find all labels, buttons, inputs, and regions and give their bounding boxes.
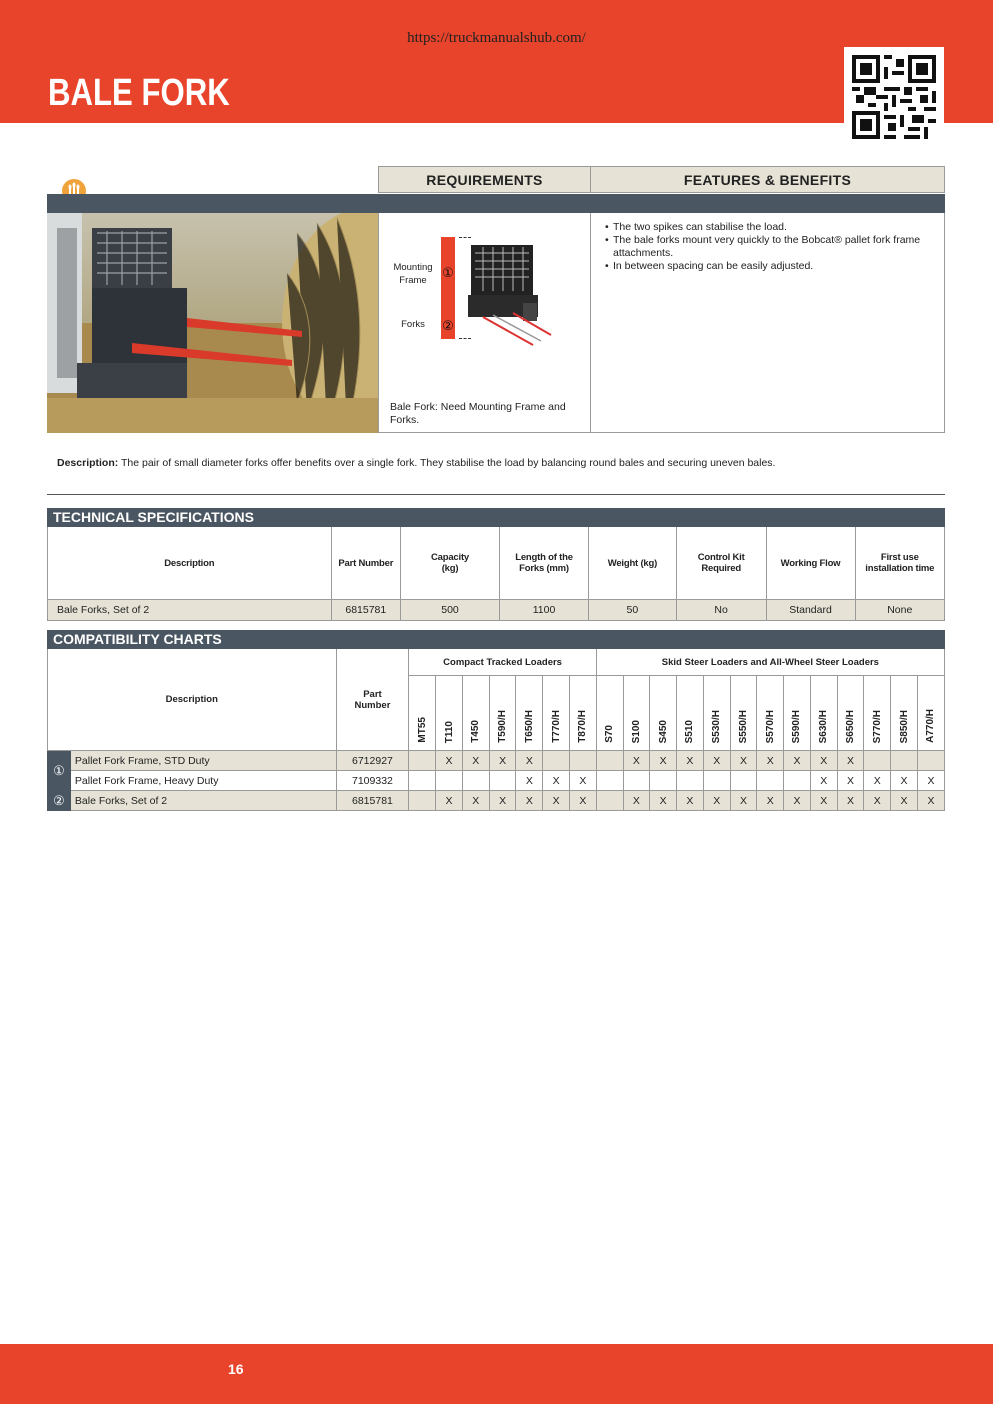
tech-specs-header-row — [48, 527, 945, 600]
compat-cell: X — [837, 791, 864, 811]
compat-cell: X — [462, 751, 489, 771]
model-label: S630/H — [818, 709, 830, 743]
model-label: S550/H — [737, 709, 749, 743]
compat-cell: X — [623, 791, 650, 811]
features-list — [591, 213, 944, 273]
description-label: Description: — [57, 457, 119, 469]
compat-cell — [917, 751, 944, 771]
compat-cell — [757, 771, 784, 791]
compat-cell: X — [543, 771, 570, 791]
compat-cell: X — [516, 751, 543, 771]
compat-cell — [409, 791, 436, 811]
table-row — [48, 791, 945, 811]
compat-cell: X — [436, 751, 463, 771]
model-label: S770/H — [871, 709, 883, 743]
compat-cell: X — [891, 791, 918, 811]
model-label: S570/H — [764, 709, 776, 743]
feature-item: • The two spikes can stabilise the load. — [605, 221, 936, 234]
compat-cell — [784, 771, 811, 791]
model-label: T770/H — [550, 710, 562, 743]
row-description: Pallet Fork Frame, Heavy Duty — [70, 771, 336, 791]
tech-specs-table — [47, 527, 945, 621]
compat-cell: X — [650, 751, 677, 771]
row-part-number: 6712927 — [336, 751, 409, 771]
model-label: T590/H — [497, 710, 509, 743]
table-cell: No — [676, 600, 766, 621]
column-header: Control Kit Required — [676, 527, 766, 600]
table-cell: 6815781 — [331, 600, 400, 621]
section-divider-bar — [47, 194, 945, 213]
compat-cell: X — [569, 771, 596, 791]
group-header: Compact Tracked Loaders — [409, 649, 596, 676]
group-header: Skid Steer Loaders and All-Wheel Steer Loaders — [596, 649, 944, 676]
description-body: The pair of small diameter forks offer benefits over a single fork. They stabilise the load by balancing round bales and securing uneven bales. — [118, 457, 776, 469]
compat-cell: X — [810, 771, 837, 791]
model-label: S450 — [657, 719, 669, 743]
compat-cell — [864, 751, 891, 771]
column-header: Description — [48, 649, 337, 751]
table-cell: 50 — [589, 600, 677, 621]
compat-cell: X — [650, 791, 677, 811]
column-header: Length of the Forks (mm) — [500, 527, 589, 600]
compat-cell: X — [784, 751, 811, 771]
compat-cell — [409, 751, 436, 771]
table-row — [48, 600, 945, 621]
model-header — [516, 676, 543, 751]
model-header — [703, 676, 730, 751]
compat-cell — [409, 771, 436, 791]
compat-cell — [703, 771, 730, 791]
feature-item: • In between spacing can be easily adjusted. — [605, 260, 936, 273]
compat-cell: X — [810, 791, 837, 811]
compat-cell: X — [810, 751, 837, 771]
compat-cell: X — [917, 771, 944, 791]
pallet-fork-diagram — [463, 243, 553, 358]
compat-cell: X — [623, 751, 650, 771]
compat-cell — [891, 751, 918, 771]
column-header: Part Number — [331, 527, 400, 600]
compat-cell — [489, 771, 516, 791]
model-header — [784, 676, 811, 751]
feature-item: • The bale forks mount very quickly to the Bobcat® pallet fork frame attachments. — [605, 234, 936, 260]
table-cell: Bale Forks, Set of 2 — [48, 600, 332, 621]
model-header — [409, 676, 436, 751]
compat-cell: X — [864, 771, 891, 791]
requirements-cell — [378, 213, 591, 433]
model-header — [810, 676, 837, 751]
row-part-number: 6815781 — [336, 791, 409, 811]
compat-cell: X — [917, 791, 944, 811]
model-header — [569, 676, 596, 751]
model-label: T110 — [443, 720, 455, 743]
compat-cell: X — [462, 791, 489, 811]
table-cell: None — [855, 600, 944, 621]
description-text — [57, 457, 775, 469]
column-header: Capacity (kg) — [401, 527, 500, 600]
column-header: Part Number — [336, 649, 409, 751]
compat-cell: X — [730, 791, 757, 811]
compatibility-table — [47, 649, 945, 811]
row-description: Bale Forks, Set of 2 — [70, 791, 336, 811]
model-label: S650/H — [845, 709, 857, 743]
compat-cell: X — [677, 751, 704, 771]
model-header — [596, 676, 623, 751]
model-label: S100 — [630, 719, 642, 743]
model-label: MT55 — [416, 717, 428, 743]
compat-cell: X — [891, 771, 918, 791]
compat-cell: X — [516, 771, 543, 791]
model-label: T870/H — [577, 710, 589, 743]
requirements-heading: REQUIREMENTS — [378, 166, 591, 193]
compat-cell — [596, 751, 623, 771]
model-header — [757, 676, 784, 751]
compat-cell — [650, 771, 677, 791]
model-header — [864, 676, 891, 751]
model-label: S510 — [684, 719, 696, 743]
model-header — [543, 676, 570, 751]
column-header: Working Flow — [766, 527, 855, 600]
forks-label: Forks — [401, 319, 425, 330]
compat-cell: X — [569, 791, 596, 811]
features-cell — [591, 213, 945, 433]
column-header: Description — [48, 527, 332, 600]
compat-cell — [569, 751, 596, 771]
column-header: Weight (kg) — [589, 527, 677, 600]
table-cell: 500 — [401, 600, 500, 621]
table-cell: 1100 — [500, 600, 589, 621]
row-description: Pallet Fork Frame, STD Duty — [70, 751, 336, 771]
compat-cell: X — [436, 791, 463, 811]
model-header — [730, 676, 757, 751]
model-header — [462, 676, 489, 751]
compat-cell: X — [757, 791, 784, 811]
compat-cell: X — [677, 791, 704, 811]
compat-cell — [543, 751, 570, 771]
model-header — [650, 676, 677, 751]
compat-cell: X — [757, 751, 784, 771]
compat-cell: X — [864, 791, 891, 811]
compat-cell: X — [489, 791, 516, 811]
divider-line — [47, 494, 945, 495]
compat-cell: X — [516, 791, 543, 811]
features-heading: FEATURES & BENEFITS — [590, 166, 945, 193]
model-header — [837, 676, 864, 751]
model-label: S850/H — [898, 709, 910, 743]
model-header — [677, 676, 704, 751]
compat-cell: X — [703, 751, 730, 771]
table-row — [48, 751, 945, 771]
row-marker: ① — [48, 751, 71, 791]
source-url[interactable]: https://truckmanualshub.com/ — [407, 30, 586, 46]
row-marker: ② — [48, 791, 71, 811]
model-header — [623, 676, 650, 751]
model-header — [436, 676, 463, 751]
compat-cell: X — [489, 751, 516, 771]
page-number: 16 — [228, 1361, 244, 1377]
mounting-frame-label: Mounting Frame — [393, 262, 433, 286]
qr-code-icon — [844, 47, 944, 147]
model-label: T650/H — [523, 710, 535, 743]
compat-cell: X — [784, 791, 811, 811]
compat-cell — [436, 771, 463, 791]
requirement-note: Bale Fork: Need Mounting Frame and Forks. — [390, 401, 566, 426]
model-label: A770/H — [925, 709, 937, 743]
dash-top — [459, 237, 471, 239]
table-row — [48, 771, 945, 791]
model-label: T450 — [470, 720, 482, 743]
row-part-number: 7109332 — [336, 771, 409, 791]
compat-cell — [677, 771, 704, 791]
model-header — [891, 676, 918, 751]
compat-cell: X — [730, 751, 757, 771]
compat-cell — [596, 791, 623, 811]
compat-cell — [462, 771, 489, 791]
model-header — [489, 676, 516, 751]
compat-cell: X — [703, 791, 730, 811]
model-header — [917, 676, 944, 751]
compat-cell: X — [837, 751, 864, 771]
model-label: S530/H — [711, 709, 723, 743]
marker-1: ① — [442, 265, 454, 280]
bale-fork-photo — [47, 213, 378, 433]
compat-cell — [623, 771, 650, 791]
model-label: S70 — [604, 725, 616, 743]
footer-band — [0, 1344, 993, 1404]
table-cell: Standard — [766, 600, 855, 621]
compatibility-heading: COMPATIBILITY CHARTS — [47, 630, 945, 649]
marker-2: ② — [442, 318, 454, 333]
compat-cell — [730, 771, 757, 791]
compat-cell: X — [837, 771, 864, 791]
model-label: S590/H — [791, 709, 803, 743]
compat-cell: X — [543, 791, 570, 811]
page-title: BALE FORK — [48, 72, 230, 114]
tech-specs-heading: TECHNICAL SPECIFICATIONS — [47, 508, 945, 527]
compat-cell — [596, 771, 623, 791]
column-header: First use installation time — [855, 527, 944, 600]
compat-group-header-row — [48, 649, 945, 676]
